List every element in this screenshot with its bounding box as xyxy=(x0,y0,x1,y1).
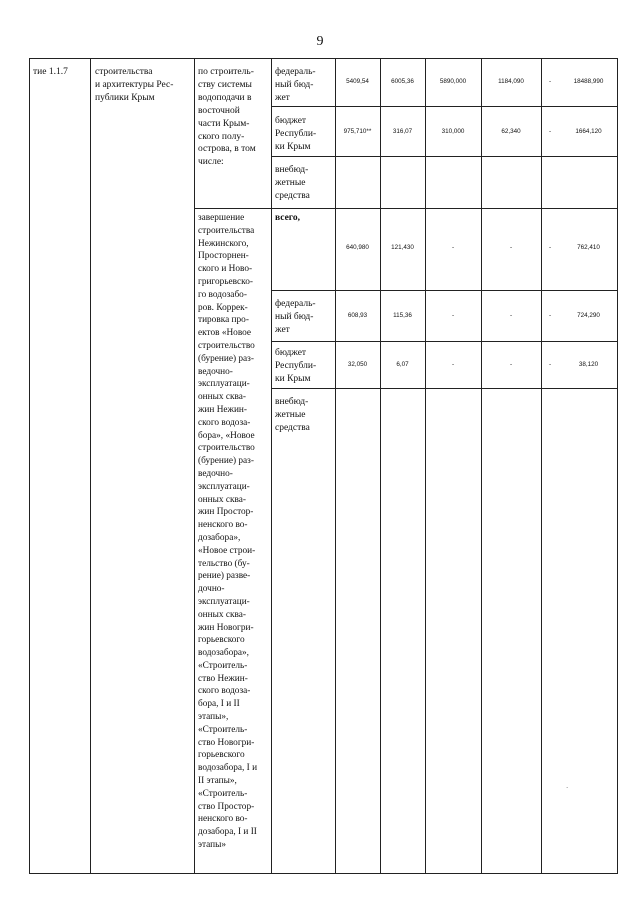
value-cell: 6005,36 xyxy=(391,78,414,85)
value-cell: 1184,090 xyxy=(498,78,524,85)
program-code: тие 1.1.7 xyxy=(33,67,68,77)
funding-source-total: всего, xyxy=(275,213,300,223)
value-cell: 32,050 xyxy=(347,361,368,368)
value-cell: - xyxy=(509,312,513,319)
value-cell: - xyxy=(451,244,455,251)
value-cell: 5890,000 xyxy=(439,78,467,85)
funding-source: бюджет Республи- ки Крым xyxy=(275,116,317,152)
funding-source: федераль- ный бюд- жет xyxy=(275,67,316,103)
value-cell: 608,93 xyxy=(347,312,368,319)
table-outline xyxy=(29,58,618,874)
table-column xyxy=(335,58,336,874)
table-row-divider xyxy=(271,290,618,291)
table-column xyxy=(194,58,195,874)
value-cell: 121,430 xyxy=(391,244,414,251)
executor-name: строительства и архитектуры Рес- публики Крым xyxy=(95,67,174,103)
total-cell: 724,290 xyxy=(577,312,600,319)
table-column xyxy=(271,58,272,874)
budget-table xyxy=(29,58,618,874)
subevent-title: завершение строительства Нежинского, Просторнен- ского и Ново- григорьевско- го водозабо- ров. Коррек- тировка про- ектов «Новое строительство (бурение) раз- ведочно- эксплуатаци- онных сква- жин Нежин- ского водоза- бора», «Новое строительство (бурение) раз- ведочно- эксплуатаци- онных сква- жин Простор- ненского во- дозабора», «Новое строи- тельство (бу- рение) разве- дочно- эксплуатаци- онных сква- жин Новогри- горьевского водозабора», «Строитель- ство Нежин- ского водоза- бора, I и II этапы», «Строитель- ство Новогри- горьевского водозабора, I и II этапы», «Строитель- ство Простор- ненского во- дозабора, I и II этапы» xyxy=(198,213,258,851)
table-row-divider xyxy=(271,341,618,342)
value-cell: 6,07 xyxy=(396,361,409,368)
table-row-divider xyxy=(271,106,618,107)
value-cell: - xyxy=(509,244,513,251)
value-cell: 62,340 xyxy=(501,128,521,135)
value-cell: - xyxy=(509,361,513,368)
event-title: по строитель- ству системы водоподачи в восточной части Крым- ского полу- острова, в том числе: xyxy=(198,67,256,168)
value-cell: - xyxy=(451,361,455,368)
value-cell: - xyxy=(548,78,552,85)
value-cell: 310,000 xyxy=(441,128,465,135)
total-cell: 762,410 xyxy=(577,244,600,251)
table-column xyxy=(481,58,482,874)
table-column xyxy=(425,58,426,874)
total-cell: 1664,120 xyxy=(575,128,602,135)
funding-source: внебюд- жетные средства xyxy=(275,397,310,433)
total-cell: 38,120 xyxy=(578,361,599,368)
funding-source: внебюд- жетные средства xyxy=(275,165,310,201)
table-row-divider xyxy=(271,156,618,157)
table-column xyxy=(541,58,542,874)
scan-speck: ` xyxy=(566,786,569,794)
funding-source: федераль- ный бюд- жет xyxy=(275,299,316,335)
page-number: 9 xyxy=(316,34,324,49)
value-cell: 5409,54 xyxy=(346,78,369,85)
value-cell: - xyxy=(451,312,455,319)
value-cell: 640,980 xyxy=(346,244,369,251)
table-row-divider xyxy=(194,208,618,209)
funding-source: бюджет Республи- ки Крым xyxy=(275,348,317,384)
value-cell: 115,36 xyxy=(393,312,412,319)
value-cell: - xyxy=(548,361,552,368)
value-cell: - xyxy=(548,244,552,251)
value-cell: 975,710** xyxy=(343,128,372,135)
value-cell: - xyxy=(548,128,552,135)
total-cell: 18488,990 xyxy=(573,78,604,85)
value-cell: 316,07 xyxy=(392,128,413,135)
table-column xyxy=(90,58,91,874)
table-row-divider xyxy=(271,388,618,389)
value-cell: - xyxy=(548,312,552,319)
table-column xyxy=(380,58,381,874)
